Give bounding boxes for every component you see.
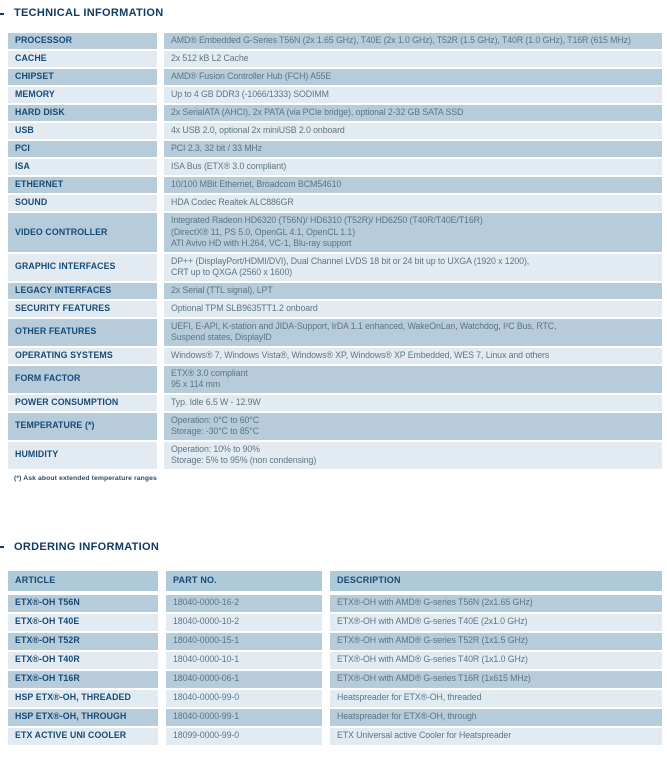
order-part-no: 18040-0000-15-1: [166, 633, 322, 650]
spec-row: [8, 395, 662, 411]
order-row: [8, 671, 662, 688]
spec-label: CACHE: [8, 51, 157, 67]
spec-row: [8, 87, 662, 103]
ordering-table-header: [8, 571, 662, 591]
spec-row: [8, 366, 662, 393]
ordering-section-title: ORDERING INFORMATION: [14, 540, 160, 553]
order-description: ETX®-OH with AMD® G-series T56N (2x1.65 GHz): [330, 595, 662, 612]
spec-row: [8, 141, 662, 157]
order-article: ETX®-OH T56N: [8, 595, 158, 612]
spec-label: OTHER FEATURES: [8, 319, 157, 346]
order-article: ETX®-OH T40R: [8, 652, 158, 669]
section-dash-icon: [0, 546, 4, 548]
spec-value: DP++ (DisplayPort/HDMI/DVI), Dual Channel LVDS 18 bit or 24 bit up to UXGA (1920 x 1200), CRT up to QXGA (2560 x 1600): [164, 254, 662, 281]
spec-value: 4x USB 2.0, optional 2x miniUSB 2.0 onboard: [164, 123, 662, 139]
spec-value: 2x Serial (TTL signal), LPT: [164, 283, 662, 299]
spec-table: [8, 33, 662, 469]
technical-section: [0, 7, 667, 482]
spec-row: [8, 33, 662, 49]
spec-label: ETHERNET: [8, 177, 157, 193]
spec-row: [8, 413, 662, 440]
technical-section-head: [0, 7, 667, 20]
spec-value: Optional TPM SLB9635TT1.2 onboard: [164, 301, 662, 317]
order-description: ETX®-OH with AMD® G-series T40E (2x1.0 GHz): [330, 614, 662, 631]
spec-row: [8, 254, 662, 281]
spec-label: ISA: [8, 159, 157, 175]
spec-label: HARD DISK: [8, 105, 157, 121]
spec-value: Up to 4 GB DDR3 (-1066/1333) SODIMM: [164, 87, 662, 103]
spec-row: [8, 319, 662, 346]
spec-label: FORM FACTOR: [8, 366, 157, 393]
spec-row: [8, 283, 662, 299]
order-row: [8, 709, 662, 726]
spec-row: [8, 123, 662, 139]
spec-label: POWER CONSUMPTION: [8, 395, 157, 411]
order-description: ETX®-OH with AMD® G-series T40R (1x1.0 GHz): [330, 652, 662, 669]
order-part-no: 18040-0000-16-2: [166, 595, 322, 612]
order-description: ETX®-OH with AMD® G-series T16R (1x615 MHz): [330, 671, 662, 688]
spec-label: MEMORY: [8, 87, 157, 103]
order-article: HSP ETX®-OH, THREADED: [8, 690, 158, 707]
order-part-no: 18040-0000-99-1: [166, 709, 322, 726]
order-article: ETX®-OH T40E: [8, 614, 158, 631]
order-row: [8, 595, 662, 612]
order-part-no: 18099-0000-99-0: [166, 728, 322, 745]
spec-value: 2x 512 kB L2 Cache: [164, 51, 662, 67]
spec-value: Operation: 0°C to 60°C Storage: -30°C to 85°C: [164, 413, 662, 440]
spec-label: CHIPSET: [8, 69, 157, 85]
order-article: ETX®-OH T16R: [8, 671, 158, 688]
spec-label: LEGACY INTERFACES: [8, 283, 157, 299]
order-row: [8, 652, 662, 669]
temperature-footnote: (*) Ask about extended temperature ranges: [14, 474, 157, 482]
spec-label: PCI: [8, 141, 157, 157]
spec-row: [8, 105, 662, 121]
spec-value: 2x SerialATA (AHCI), 2x PATA (via PCIe bridge), optional 2-32 GB SATA SSD: [164, 105, 662, 121]
spec-value: ETX® 3.0 compliant 95 x 114 mm: [164, 366, 662, 393]
order-description: ETX Universal active Cooler for Heatspreader: [330, 728, 662, 745]
spec-value: Operation: 10% to 90% Storage: 5% to 95% (non condensing): [164, 442, 662, 469]
order-article: ETX®-OH T52R: [8, 633, 158, 650]
order-description: ETX®-OH with AMD® G-series T52R (1x1.5 GHz): [330, 633, 662, 650]
spec-row: [8, 301, 662, 317]
spec-row: [8, 177, 662, 193]
ordering-table: [8, 571, 662, 745]
order-row: [8, 614, 662, 631]
order-row: [8, 728, 662, 745]
spec-row: [8, 442, 662, 469]
spec-value: Windows® 7, Windows Vista®, Windows® XP, Windows® XP Embedded, WES 7, Linux and others: [164, 348, 662, 364]
spec-value: HDA Codec Realtek ALC886GR: [164, 195, 662, 211]
spec-label: TEMPERATURE (*): [8, 413, 157, 440]
order-row: [8, 690, 662, 707]
spec-row: [8, 159, 662, 175]
col-header-part-no: PART NO.: [166, 571, 322, 591]
spec-value: AMD® Fusion Controller Hub (FCH) A55E: [164, 69, 662, 85]
spec-row: [8, 51, 662, 67]
section-dash-icon: [0, 13, 4, 15]
col-header-description: DESCRIPTION: [330, 571, 662, 591]
spec-value: Integrated Radeon HD6320 (T56N)/ HD6310 (T52R)/ HD6250 (T40R/T40E/T16R) (DirectX® 11, PS 5.0, OpenGL 4.1, OpenCL 1.1) ATI Avivo HD with H.264, VC-1, Blu-ray support: [164, 213, 662, 252]
spec-value: AMD® Embedded G-Series T56N (2x 1.65 GHz), T40E (2x 1.0 GHz), T52R (1.5 GHz), T40R (1.0 GHz), T16R (615 MHz): [164, 33, 662, 49]
ordering-table-body: [8, 595, 662, 745]
order-description: Heatspreader for ETX®-OH, threaded: [330, 690, 662, 707]
spec-label: GRAPHIC INTERFACES: [8, 254, 157, 281]
col-header-article: ARTICLE: [8, 571, 158, 591]
spec-label: USB: [8, 123, 157, 139]
spec-value: UEFI, E-API, K-station and JIDA-Support, IrDA 1.1 enhanced, WakeOnLan, Watchdog, I²C Bus, RTC, Suspend states, DisplayID: [164, 319, 662, 346]
spec-row: [8, 195, 662, 211]
spec-row: [8, 348, 662, 364]
order-article: HSP ETX®-OH, THROUGH: [8, 709, 158, 726]
order-part-no: 18040-0000-06-1: [166, 671, 322, 688]
spec-value: PCI 2.3, 32 bit / 33 MHz: [164, 141, 662, 157]
ordering-section-head: [0, 541, 667, 554]
order-part-no: 18040-0000-99-0: [166, 690, 322, 707]
order-row: [8, 633, 662, 650]
spec-label: HUMIDITY: [8, 442, 157, 469]
spec-value: ISA Bus (ETX® 3.0 compliant): [164, 159, 662, 175]
technical-section-title: TECHNICAL INFORMATION: [14, 7, 164, 19]
order-description: Heatspreader for ETX®-OH, through: [330, 709, 662, 726]
spec-value: 10/100 MBit Ethernet, Broadcom BCM54610: [164, 177, 662, 193]
spec-label: PROCESSOR: [8, 33, 157, 49]
order-article: ETX ACTIVE UNI COOLER: [8, 728, 158, 745]
spec-label: SOUND: [8, 195, 157, 211]
ordering-section: [0, 541, 667, 745]
spec-row: [8, 69, 662, 85]
spec-label: OPERATING SYSTEMS: [8, 348, 157, 364]
order-part-no: 18040-0000-10-1: [166, 652, 322, 669]
spec-label: VIDEO CONTROLLER: [8, 213, 157, 252]
spec-label: SECURITY FEATURES: [8, 301, 157, 317]
spec-row: [8, 213, 662, 252]
spec-value: Typ. Idle 6.5 W - 12.9W: [164, 395, 662, 411]
order-part-no: 18040-0000-10-2: [166, 614, 322, 631]
